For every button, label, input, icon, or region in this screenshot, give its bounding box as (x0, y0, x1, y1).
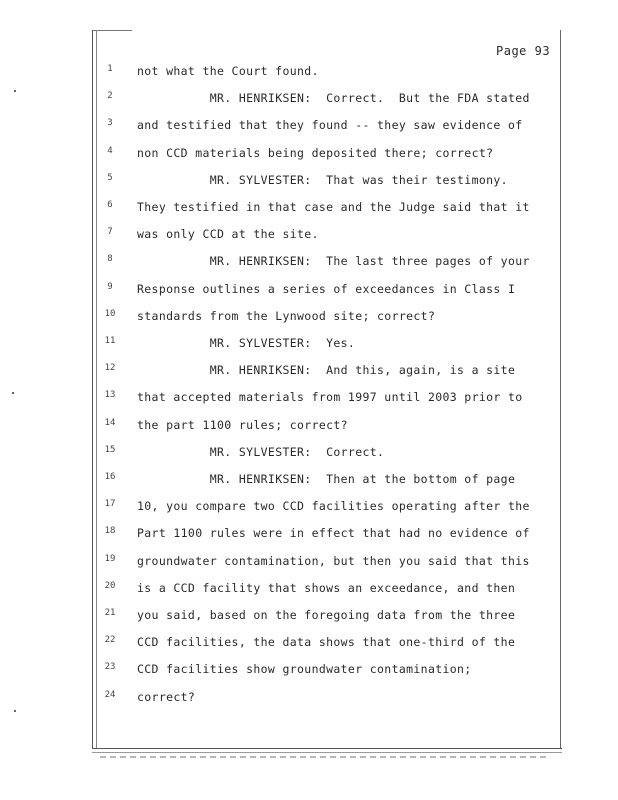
line-number: 16 (104, 472, 116, 482)
line-number: 14 (104, 418, 116, 428)
transcript-line (0, 118, 618, 138)
page-frame-bottom (92, 748, 562, 749)
transcript-line (0, 608, 618, 628)
line-number: 19 (104, 554, 116, 564)
line-number: 5 (107, 173, 113, 183)
line-text: MR. SYLVESTER: Yes. (137, 336, 356, 350)
line-text: groundwater contamination, but then you said that this (137, 554, 530, 568)
transcript-line (0, 227, 618, 247)
transcript-line (0, 390, 618, 410)
line-number: 10 (104, 309, 116, 319)
transcript-line (0, 445, 618, 465)
transcript-line (0, 64, 618, 84)
line-number: 15 (104, 445, 116, 455)
transcript-line (0, 418, 618, 438)
transcript-line (0, 254, 618, 274)
transcript-line (0, 499, 618, 519)
transcript-line (0, 282, 618, 302)
line-text: is a CCD facility that shows an exceedance, and then (137, 581, 516, 595)
line-text: the part 1100 rules; correct? (137, 418, 348, 432)
line-text: was only CCD at the site. (137, 227, 319, 241)
line-number: 24 (104, 690, 116, 700)
line-text: MR. HENRIKSEN: Correct. But the FDA stated (137, 91, 530, 105)
line-text: Response outlines a series of exceedances in Class I (137, 282, 516, 296)
transcript-line (0, 91, 618, 111)
line-text: They testified in that case and the Judge said that it (137, 200, 530, 214)
transcript-line (0, 363, 618, 383)
line-text: you said, based on the foregoing data from the three (137, 608, 516, 622)
line-number: 1 (107, 64, 113, 74)
line-text: MR. HENRIKSEN: The last three pages of your (137, 254, 530, 268)
line-text: that accepted materials from 1997 until 2003 prior to (137, 390, 523, 404)
line-number: 6 (107, 200, 113, 210)
line-text: standards from the Lynwood site; correct? (137, 309, 436, 323)
line-number: 3 (107, 118, 113, 128)
line-number: 12 (104, 363, 116, 373)
transcript-line (0, 309, 618, 329)
line-number: 2 (107, 91, 113, 101)
transcript-line (0, 336, 618, 356)
line-number: 7 (107, 227, 113, 237)
line-text: non CCD materials being deposited there; correct? (137, 146, 494, 160)
scan-speck (14, 710, 16, 712)
transcript-line (0, 472, 618, 492)
line-text: MR. SYLVESTER: That was their testimony. (137, 173, 508, 187)
transcript-line (0, 635, 618, 655)
transcript-line (0, 581, 618, 601)
transcript-line (0, 690, 618, 710)
transcript-line (0, 146, 618, 166)
line-number: 17 (104, 499, 116, 509)
line-text: Part 1100 rules were in effect that had no evidence of (137, 526, 530, 540)
transcript-line (0, 554, 618, 574)
line-number: 4 (107, 146, 113, 156)
line-text: CCD facilities show groundwater contamination; (137, 662, 472, 676)
line-text: CCD facilities, the data shows that one-third of the (137, 635, 516, 649)
transcript-line (0, 526, 618, 546)
line-number: 23 (104, 662, 116, 672)
line-number: 21 (104, 608, 116, 618)
line-text: correct? (137, 690, 196, 704)
line-number: 9 (107, 282, 113, 292)
page-frame-top (92, 30, 132, 31)
line-text: and testified that they found -- they saw evidence of (137, 118, 523, 132)
line-number: 22 (104, 635, 116, 645)
line-text: 10, you compare two CCD facilities operating after the (137, 499, 530, 513)
line-text: MR. SYLVESTER: Correct. (137, 445, 385, 459)
footer-scan-noise (100, 756, 550, 758)
transcript-line (0, 173, 618, 193)
line-number: 8 (107, 254, 113, 264)
transcript-line (0, 200, 618, 220)
line-text: MR. HENRIKSEN: And this, again, is a site (137, 363, 516, 377)
page-number: Page 93 (496, 44, 551, 58)
page-frame-bottom-inner (92, 752, 562, 753)
line-number: 11 (104, 336, 116, 346)
line-text: not what the Court found. (137, 64, 319, 78)
line-text: MR. HENRIKSEN: Then at the bottom of page (137, 472, 516, 486)
line-number: 18 (104, 526, 116, 536)
line-number: 13 (104, 390, 116, 400)
line-number: 20 (104, 581, 116, 591)
transcript-line (0, 662, 618, 682)
